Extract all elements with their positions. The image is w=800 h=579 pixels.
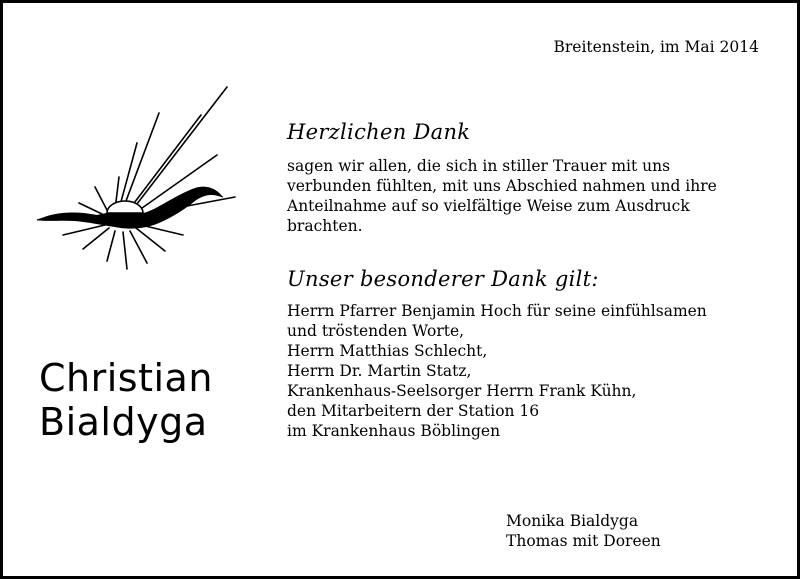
signatures	[506, 511, 661, 551]
special-thanks-line: und tröstenden Worte,	[287, 322, 465, 340]
special-thanks-line: Herrn Matthias Schlecht,	[287, 342, 488, 360]
special-thanks-line: Herrn Dr. Martin Statz,	[287, 362, 472, 380]
special-thanks-line: Krankenhaus-Seelsorger Herrn Frank Kühn,	[287, 382, 637, 400]
thanks-paragraph	[287, 156, 777, 236]
special-thanks-list	[287, 301, 777, 441]
deceased-first-name: Christian	[39, 356, 213, 400]
deceased-last-name: Bialdyga	[39, 400, 208, 444]
thanks-line: Anteilnahme auf so vielfältige Weise zum Ausdruck	[287, 197, 690, 215]
place-date: Breitenstein, im Mai 2014	[553, 38, 759, 56]
thanks-line: verbunden fühlten, mit uns Abschied nahmen und ihre	[287, 177, 717, 195]
deceased-name	[39, 356, 213, 444]
thanks-line: brachten.	[287, 217, 363, 235]
special-thanks-line: im Krankenhaus Böblingen	[287, 422, 501, 440]
signature-line: Thomas mit Doreen	[506, 532, 661, 550]
thanks-heading: Herzlichen Dank	[287, 120, 471, 144]
special-thanks-heading: Unser besonderer Dank gilt:	[287, 267, 599, 291]
special-thanks-line: Herrn Pfarrer Benjamin Hoch für seine einfühlsamen	[287, 302, 707, 320]
signature-line: Monika Bialdyga	[506, 512, 639, 530]
special-thanks-line: den Mitarbeitern der Station 16	[287, 402, 540, 420]
sunrise-bird-icon	[35, 85, 247, 275]
thanks-line: sagen wir allen, die sich in stiller Trauer mit uns	[287, 157, 671, 175]
